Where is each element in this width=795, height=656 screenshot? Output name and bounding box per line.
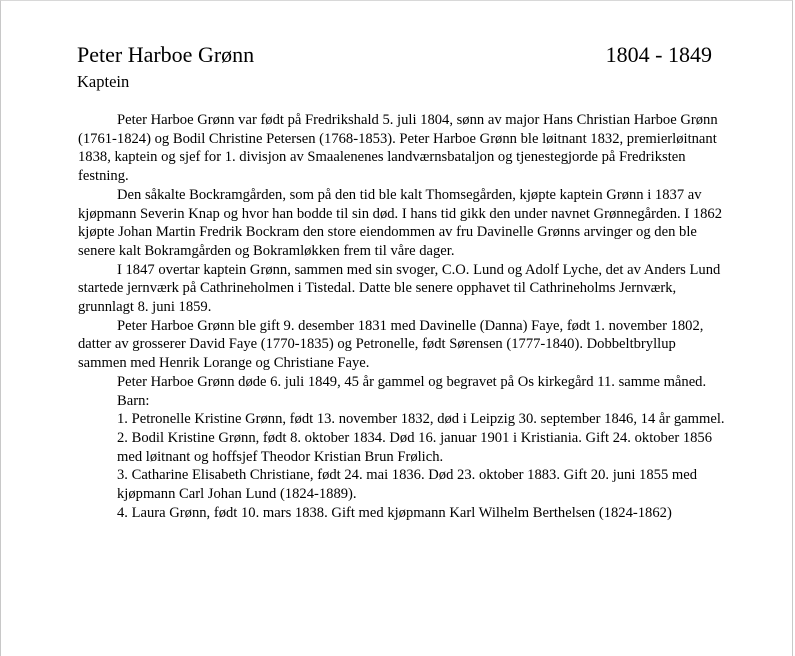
child-item: 4. Laura Grønn, født 10. mars 1838. Gift med kjøpmann Karl Wilhelm Berthelsen (1824-1862) [117,504,672,521]
paragraph-property: Den såkalte Bockramgården, som på den tid ble kalt Thomsegården, kjøpte kaptein Grønn i 1837 av kjøpmann Severin Knap og hvor han bodde til sin død. I hans tid gikk den under navnet Grønnegården. I 1862 kjøpte Johan Martin Fredrik Bockram den store eiendommen av fru Davinelle Grønns arvinger og den ble senere kalt Bokramgården og Bokramløkken frem til våre dager. [78,186,723,259]
child-item: 2. Bodil Kristine Grønn, født 8. oktober 1834. Død 16. januar 1901 i Kristiania. Gift 24. oktober 1856 med løitnant og hoffsjef Theodor Kristian Brun Frølich. [117,429,713,465]
person-name-heading: Peter Harboe Grønn [77,42,255,67]
biography-body [78,111,728,522]
paragraph-death: Peter Harboe Grønn døde 6. juli 1849, 45 år gammel og begravet på Os kirkegård 11. samme måned. [117,373,707,390]
children-label: Barn: [117,392,150,409]
lifespan-heading: 1804 - 1849 [605,42,712,67]
paragraph-birth: Peter Harboe Grønn var født på Fredrikshald 5. juli 1804, sønn av major Hans Christian Harboe Grønn (1761-1824) og Bodil Christine Petersen (1768-1853). Peter Harboe Grønn ble løitnant 1832, premierløitnant 1838, kaptein og sjef for 1. divisjon av Smaalenenes landværnsbataljon og tjenestegjorde på Fredriksten festning. [78,112,718,185]
children-section [78,392,728,523]
paragraph-marriage: Peter Harboe Grønn ble gift 9. desember 1831 med Davinelle (Danna) Faye, født 1. november 1802, datter av grosserer David Faye (1770-1835) og Petronelle, født Sørensen (1777-1840). Dobbeltbryllup sammen med Henrik Lorange og Christiane Faye. [78,317,704,372]
child-item: 1. Petronelle Kristine Grønn, født 13. november 1832, død i Leipzig 30. september 1846, 14 år gammel. [117,411,725,428]
rank-subtitle: Kaptein [77,72,130,91]
paragraph-ironworks: I 1847 overtar kaptein Grønn, sammen med sin svoger, C.O. Lund og Adolf Lyche, det av Anders Lund startede jernværk på Cathrineholmen i Tistedal. Datte ble senere opphavet til Cathrineholms Jernværk, grunnlagt 8. juni 1859. [78,261,721,316]
child-item: 3. Catharine Elisabeth Christiane, født 24. mai 1836. Død 23. oktober 1883. Gift 20. juni 1855 med kjøpmann Carl Johan Lund (1824-1889). [117,467,698,503]
